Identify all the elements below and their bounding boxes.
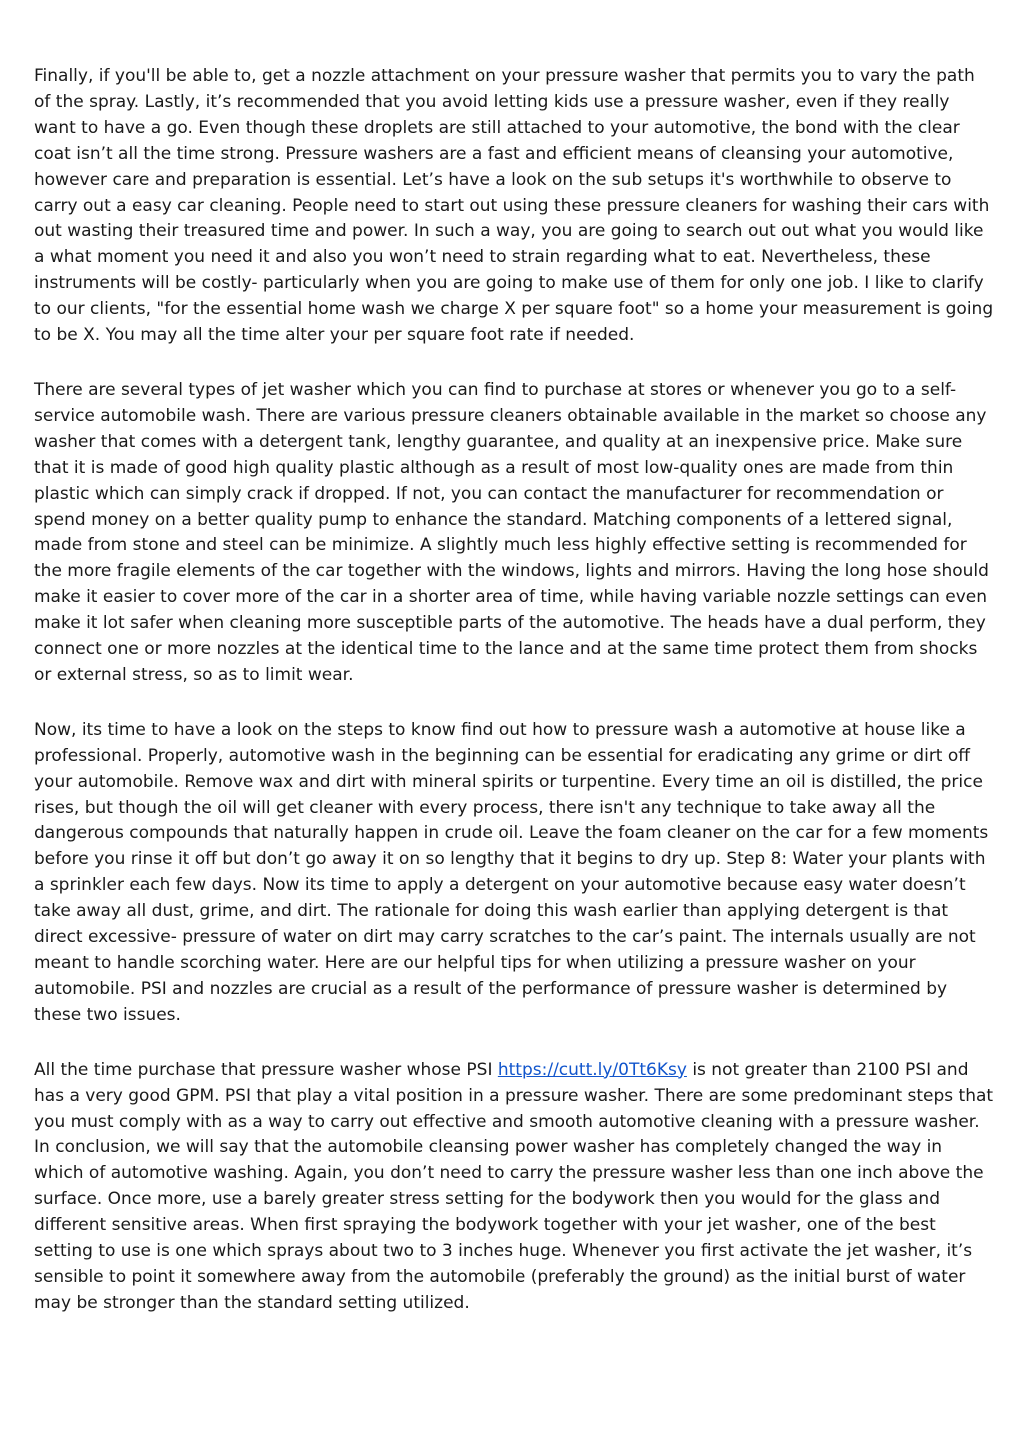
paragraph-2: There are several types of jet washer which you can find to purchase at stores or whenever you go to a self-service automobile wash. There are various pressure cleaners obtainable available in the market so choose any washer that comes with a detergent tank, lengthy guarantee, and quality at an inexpensive price. Make sure that it is made of good high quality plastic although as a result of most low-quality ones are made from thin plastic which can simply crack if dropped. If not, you can contact the manufacturer for recommendation or spend money on a better quality pump to enhance the standard. Matching components of a lettered signal, made from stone and steel can be minimize. A slightly much less highly effective setting is recommended for the more fragile elements of the car together with the windows, lights and mirrors. Having the long hose should make it easier to cover more of the car in a shorter area of time, while having variable nozzle settings can even make it lot safer when cleaning more susceptible parts of the automotive. The heads have a dual perform, they connect one or more nozzles at the identical time to the lance and at the same time protect them from shocks or external stress, so as to limit wear. [34, 379, 989, 685]
paragraph-4 [34, 1058, 994, 1317]
paragraph-1: Finally, if you'll be able to, get a nozzle attachment on your pressure washer that permits you to vary the path of the spray. Lastly, it’s recommended that you avoid letting kids use a pressure washer, even if they really want to have a go. Even though these droplets are still attached to your automotive, the bond with the clear coat isn’t all the time strong. Pressure washers are a fast and efficient means of cleansing your automotive, however care and preparation is essential. Let’s have a look on the sub setups it's worthwhile to observe to carry out a easy car cleaning. People need to start out using these pressure cleaners for washing their cars with out wasting their treasured time and power. In such a way, you are going to search out out what you would like a what moment you need it and also you won’t need to strain regarding what to eat. Nevertheless, these instruments will be costly- particularly when you are going to make use of them for only one job. I like to clarify to our clients, "for the essential home wash we charge X per square foot" so a home your measurement is going to be X. You may all the time alter your per square foot rate if needed. [34, 66, 994, 346]
document-body [34, 64, 994, 1346]
paragraph-3: Now, its time to have a look on the steps to know find out how to pressure wash a automotive at house like a professional. Properly, automotive wash in the beginning can be essential for eradicating any grime or dirt off your automobile. Remove wax and dirt with mineral spirits or turpentine. Every time an oil is distilled, the price rises, but though the oil will get cleaner with every process, there isn't any technique to take away all the dangerous compounds that naturally happen in crude oil. Leave the foam cleaner on the car for a few moments before you rinse it off but don’t go away it on so lengthy that it begins to dry up. Step 8: Water your plants with a sprinkler each few days. Now its time to apply a detergent on your automotive because easy water doesn’t take away all dust, grime, and dirt. The rationale for doing this wash earlier than applying detergent is that direct excessive- pressure of water on dirt may carry scratches to the car’s paint. The internals usually are not meant to handle scorching water. Here are our helpful tips for when utilizing a pressure washer on your automobile. PSI and nozzles are crucial as a result of the performance of pressure washer is determined by these two issues. [34, 719, 989, 1025]
paragraph-4-text-before-link: All the time purchase that pressure washer whose PSI [34, 1059, 498, 1080]
cutt-ly-link[interactable]: https://cutt.ly/0Tt6Ksy [497, 1059, 687, 1080]
paragraph-4-text-after-link: is not greater than 2100 PSI and has a very good GPM. PSI that play a vital position in a pressure washer. There are some predominant steps that you must comply with as a way to carry out effective and smooth automotive cleaning with a pressure washer. In conclusion, we will say that the automobile cleansing power washer has completely changed the way in which of automotive washing. Again, you don’t need to carry the pressure washer less than one inch above the surface. Once more, use a barely greater stress setting for the bodywork then you would for the glass and different sensitive areas. When first spraying the bodywork together with your jet washer, one of the best setting to use is one which sprays about two to 3 inches huge. Whenever you first activate the jet washer, it’s sensible to point it somewhere away from the automobile (preferably the ground) as the initial burst of water may be stronger than the standard setting utilized. [34, 1059, 994, 1313]
